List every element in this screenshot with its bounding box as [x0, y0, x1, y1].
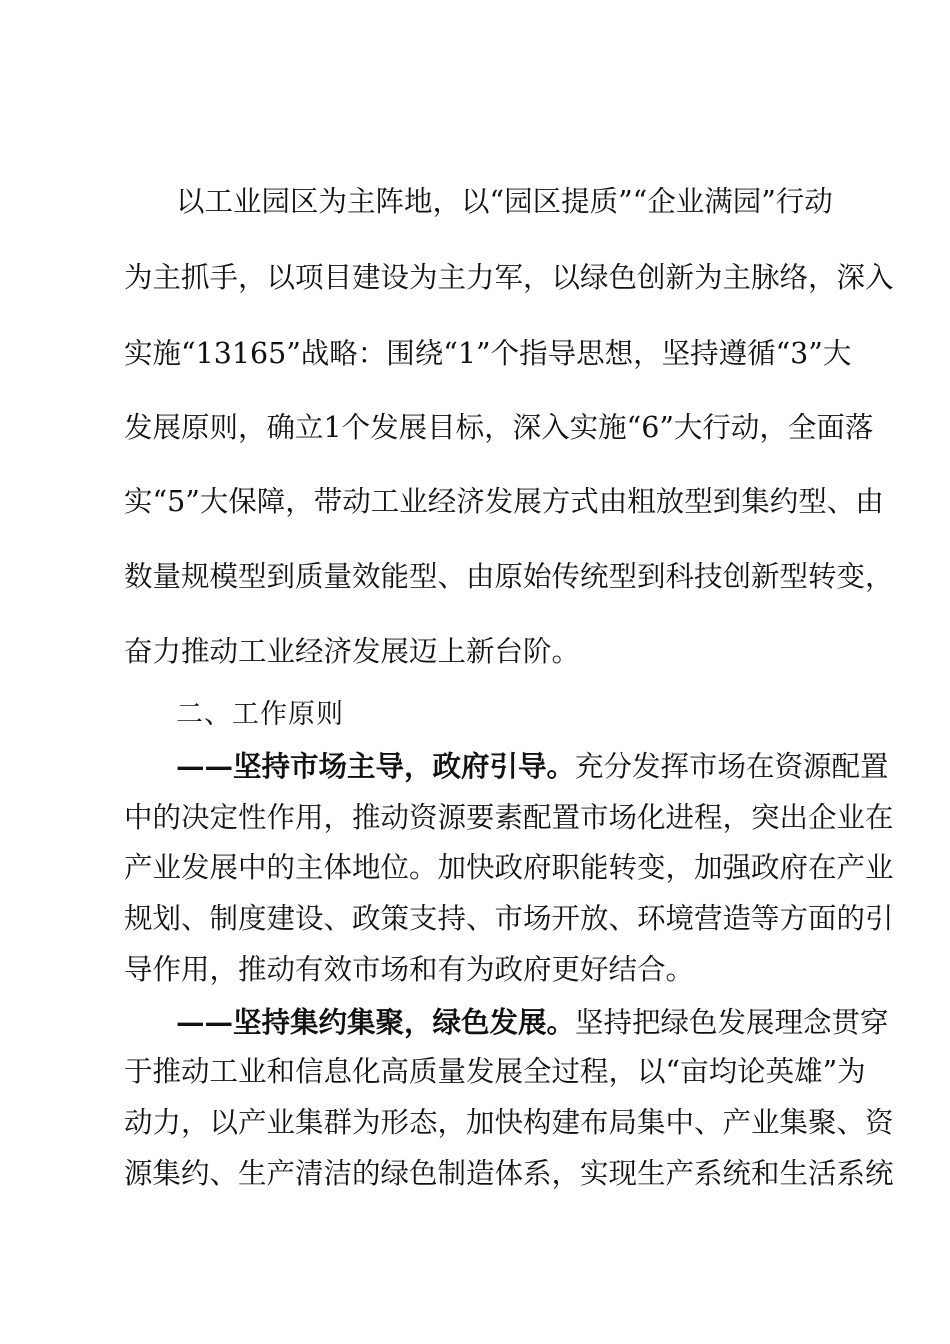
intro-line: 实施“13165”战略：围绕“1”个指导思想，坚持遵循“3”大 — [124, 337, 852, 370]
intro-line: 发展原则，确立1个发展目标，深入实施“6”大行动，全面落 — [124, 411, 874, 444]
principle-2-line: 于推动工业和信息化高质量发展全过程，以“亩均论英雄”为 — [124, 1055, 866, 1088]
principle-2-first-line-rest: 坚持把绿色发展理念贯穿 — [575, 1006, 889, 1039]
principle-1-line: 导作用，推动有效市场和有为政府更好结合。 — [124, 953, 695, 986]
principle-1-lead: ——坚持市场主导，政府引导。 — [176, 749, 576, 783]
principle-1-first-line-rest: 充分发挥市场在资源配置 — [575, 750, 889, 783]
principle-2-lead: ——坚持集约集聚，绿色发展。 — [176, 1005, 576, 1039]
principle-2-line: 源集约、生产清洁的绿色制造体系，实现生产系统和生活系统 — [124, 1157, 894, 1190]
principle-1-line: 中的决定性作用，推动资源要素配置市场化进程，突出企业在 — [124, 801, 894, 834]
intro-line: 数量规模型到质量效能型、由原始传统型到科技创新型转变， — [124, 560, 894, 593]
principle-1-first-line — [176, 746, 889, 786]
intro-line: 实“5”大保障，带动工业经济发展方式由粗放型到集约型、由 — [124, 485, 884, 518]
principle-1-line: 产业发展中的主体地位。加快政府职能转变，加强政府在产业 — [124, 851, 894, 884]
section-heading: 二、工作原则 — [176, 699, 344, 730]
intro-line: 以工业园区为主阵地，以“园区提质”“企业满园”行动 — [176, 185, 833, 218]
intro-line: 为主抓手，以项目建设为主力军，以绿色创新为主脉络，深入 — [124, 261, 894, 294]
intro-line: 奋力推动工业经济发展迈上新台阶。 — [124, 635, 581, 668]
principle-2-first-line — [176, 1002, 889, 1042]
principle-1-line: 规划、制度建设、政策支持、市场开放、环境营造等方面的引 — [124, 902, 894, 935]
principle-2-line: 动力，以产业集群为形态，加快构建布局集中、产业集聚、资 — [124, 1106, 894, 1139]
